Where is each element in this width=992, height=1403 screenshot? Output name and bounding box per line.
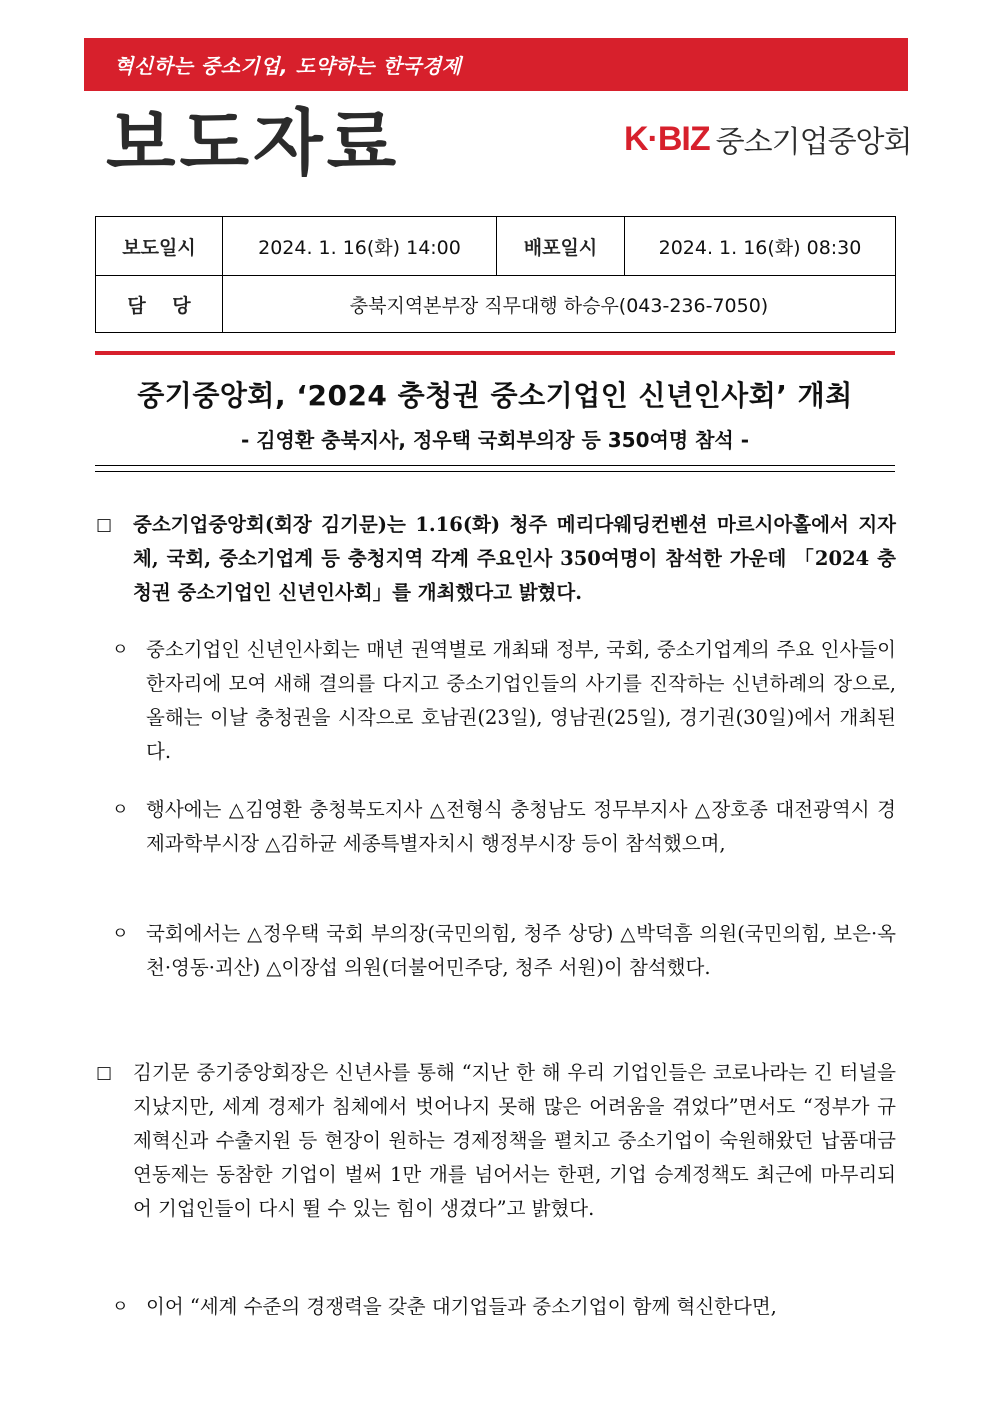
contact-label: 담 당 <box>96 276 223 333</box>
square-bullet-icon: □ <box>96 515 113 535</box>
kbiz-logo <box>624 118 912 160</box>
paragraph-sub-1: 중소기업인 신년인사회는 매년 권역별로 개최돼 정부, 국회, 중소기업계의 주요 인사들이 한자리에 모여 새해 결의를 다지고 중소기업인들의 사기를 진작하는 신년하례의 장으로, 올해는 이날 충청권을 시작으로 호남권(23일), 영남권(25일), 경기권(30일)에서 개최된다. <box>146 638 896 763</box>
kbiz-logo-mark: K·BIZ <box>624 119 710 158</box>
release-date-value: 2024. 1. 16(화) 14:00 <box>223 217 497 276</box>
headline: 중기중앙회, ‘2024 충청권 중소기업인 신년인사회’ 개최 <box>137 379 853 412</box>
circle-bullet-icon: ㅇ <box>112 800 129 820</box>
circle-bullet-icon: ㅇ <box>112 924 129 944</box>
contact-value: 충북지역본부장 직무대행 하승우(043-236-7050) <box>223 276 896 333</box>
paragraph-sub-3: 국회에서는 △정우택 국회 부의장(국민의힘, 청주 상당) △박덕흠 의원(국민의힘, 보은·옥천·영동·괴산) △이장섭 의원(더불어민주당, 청주 서원)이 참석했다. <box>146 922 896 979</box>
distribution-date-label: 배포일시 <box>497 217 625 276</box>
double-divider <box>95 465 895 472</box>
square-bullet-icon: □ <box>96 1063 113 1083</box>
release-info-table <box>95 216 896 333</box>
release-date-label: 보도일시 <box>96 217 223 276</box>
subheadline: - 김영환 충북지사, 정우택 국회부의장 등 350여명 참석 - <box>240 428 750 452</box>
paragraph-sub-2: 행사에는 △김영환 충청북도지사 △전형식 충청남도 정무부지사 △장호종 대전광역시 경제과학부시장 △김하균 세종특별자치시 행정부시장 등이 참석했으며, <box>146 798 896 855</box>
contact-row <box>96 276 896 333</box>
slogan-text: 혁신하는 중소기업, 도약하는 한국경제 <box>114 54 462 78</box>
release-row <box>96 217 896 276</box>
paragraph-main-1: 중소기업중앙회(회장 김기문)는 1.16(화) 청주 메리다웨딩컨벤션 마르시아홀에서 지자체, 국회, 중소기업계 등 충청지역 각계 주요인사 350여명이 참석한 가운데 「2024 충청권 중소기업인 신년인사회」를 개최했다고 밝혔다. <box>133 513 896 604</box>
slogan-banner <box>84 38 908 91</box>
distribution-date-value: 2024. 1. 16(화) 08:30 <box>625 217 896 276</box>
press-release-title: 보도자료 <box>106 101 401 185</box>
red-divider <box>95 351 895 355</box>
kbiz-logo-text: 중소기업중앙회 <box>715 125 912 160</box>
circle-bullet-icon: ㅇ <box>112 1297 129 1317</box>
paragraph-sub-4: 이어 “세계 수준의 경쟁력을 갖춘 대기업들과 중소기업이 함께 혁신한다면, <box>146 1295 777 1318</box>
paragraph-main-2: 김기문 중기중앙회장은 신년사를 통해 “지난 한 해 우리 기업인들은 코로나라는 긴 터널을 지났지만, 세계 경제가 침체에서 벗어나지 못해 많은 어려움을 겪었다”면서도 “정부가 규제혁신과 수출지원 등 현장이 원하는 경제정책을 펼치고 중소기업이 숙원해왔던 납품대금 연동제는 동참한 기업이 벌써 1만 개를 넘어서는 한편, 기업 승계정책도 최근에 마무리되어 기업인들이 다시 뛸 수 있는 힘이 생겼다”고 밝혔다. <box>133 1061 896 1220</box>
circle-bullet-icon: ㅇ <box>112 640 129 660</box>
